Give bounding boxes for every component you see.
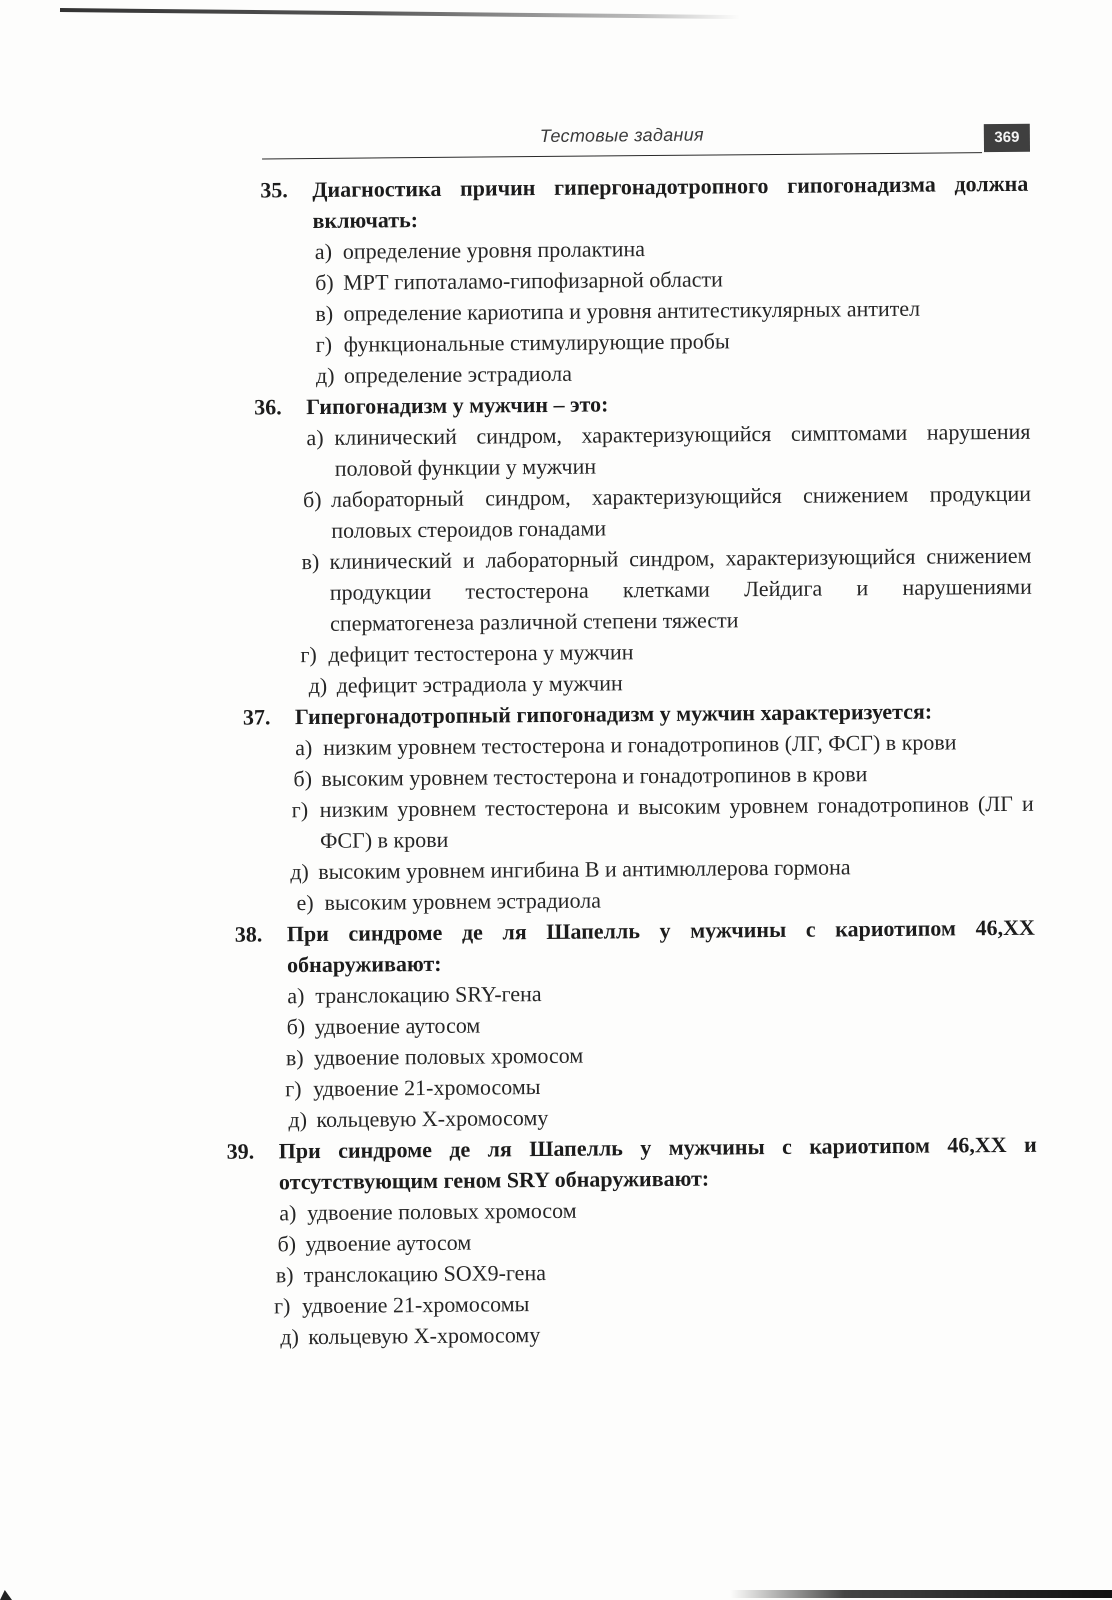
option-text: транслокацию SOX9-гена [303,1260,547,1288]
option-text: удвоение половых хромосом [313,1042,584,1071]
option-letter: а ) [279,1197,296,1228]
option-letter: б ) [286,1011,305,1042]
option-text: дефицит эстрадиола у мужчин [336,670,623,698]
answer-option [292,788,1035,856]
option-text: низким уровнем тестостерона и гонадотропинов (ЛГ, ФСГ) в крови [323,729,957,760]
option-letter: в ) [286,1042,304,1073]
running-header-title: Тестовые задания [539,124,705,147]
question-number: 38. [234,921,263,947]
option-text: удвоение аутосом [305,1229,472,1257]
option-text: клинический и лабораторный синдром, характеризующийся снижением продукции тестостерона клетками Лейдига и нарушениями сперматогенеза различной степени тяжести [329,542,1032,636]
option-text: клинический синдром, характеризующийся симптомами нарушения половой функции у мужчин [334,418,1031,481]
question-number: 37. [242,704,271,730]
option-letter: в ) [301,546,319,577]
question-text: При синдроме де ля Шапелль у мужчины с кариотипом 46,XX и отсутствующим геном SRY обнаруживают: [278,1131,1037,1195]
answer-option [306,416,1031,484]
answer-option [303,478,1032,546]
option-letter: г ) [300,639,317,670]
question-38 [235,912,1037,1136]
option-letter: б ) [303,484,322,515]
question-text: Гипогонадизм у мужчин – это: [306,391,609,420]
option-letter: в ) [276,1259,294,1290]
option-text: дефицит тестостерона у мужчин [328,639,634,667]
option-text: удвоение 21-хромосомы [313,1074,541,1102]
question-text: Диагностика причин гипергонадотропного гипогонадизма должна включать: [312,170,1029,234]
option-letter: б ) [293,763,312,794]
answer-option [301,540,1032,639]
option-letter: б ) [315,267,334,298]
question-text: При синдроме де ля Шапелль у мужчины с кариотипом 46,XX обнаруживают: [286,914,1035,978]
question-number: 36. [254,394,282,420]
option-text: определение уровня пролактина [342,236,646,264]
question-text: Гипергонадотропный гипогонадизм у мужчин характеризуется: [294,698,933,730]
option-text: функциональные стимулирующие пробы [343,328,730,357]
option-text: МРТ гипоталамо-гипофизарной области [343,266,723,295]
running-header [262,122,1030,163]
option-letter: в ) [315,298,333,329]
option-letter: д ) [316,360,335,391]
option-text: высоким уровнем эстрадиола [324,887,602,915]
option-letter: б ) [277,1228,296,1259]
question-37 [243,695,1035,919]
answer-option [280,1315,1038,1353]
scan-corner-mark [0,1590,12,1600]
option-text: высоким уровнем тестостерона и гонадотропинов в крови [321,761,868,791]
question-35 [260,168,1030,392]
option-text: определение эстрадиола [343,360,573,388]
option-text: кольцевую Х-хромосому [316,1104,549,1133]
question-36 [254,385,1033,702]
option-letter: г ) [316,329,333,360]
page-number-badge: 369 [984,124,1030,152]
question-number: 39. [226,1138,255,1164]
test-questions [218,168,1038,1353]
question-39 [227,1129,1039,1353]
option-letter: д ) [309,670,328,701]
option-letter: д ) [280,1321,299,1352]
option-letter: д ) [290,856,309,887]
header-rule [262,152,982,160]
option-text: лабораторный синдром, характеризующийся снижением продукции половых стероидов гонадами [330,480,1032,543]
option-letter: д ) [288,1104,307,1135]
option-text: определение кариотипа и уровня антитестикулярных антител [343,295,921,326]
option-text: низким уровнем тестостерона и высоким уровнем гонадотропинов (ЛГ и ФСГ) в крови [319,790,1034,853]
option-letter: а ) [306,422,323,453]
question-number: 35. [260,177,288,203]
option-letter: г ) [274,1290,291,1321]
option-text: удвоение 21-хромосомы [301,1291,530,1319]
option-text: удвоение половых хромосом [307,1197,577,1226]
option-text: кольцевую Х-хромосому [308,1322,541,1350]
option-letter: г ) [292,794,309,825]
option-letter: а ) [287,980,304,1011]
option-letter: г ) [285,1073,302,1104]
option-letter: а ) [315,236,332,267]
option-letter: е ) [296,887,313,918]
option-text: транслокацию SRY-гена [315,981,542,1009]
option-text: удвоение аутосом [314,1012,481,1040]
option-text: высоким уровнем ингибина В и антимюллерова гормона [318,854,851,884]
option-letter: а ) [295,732,312,763]
